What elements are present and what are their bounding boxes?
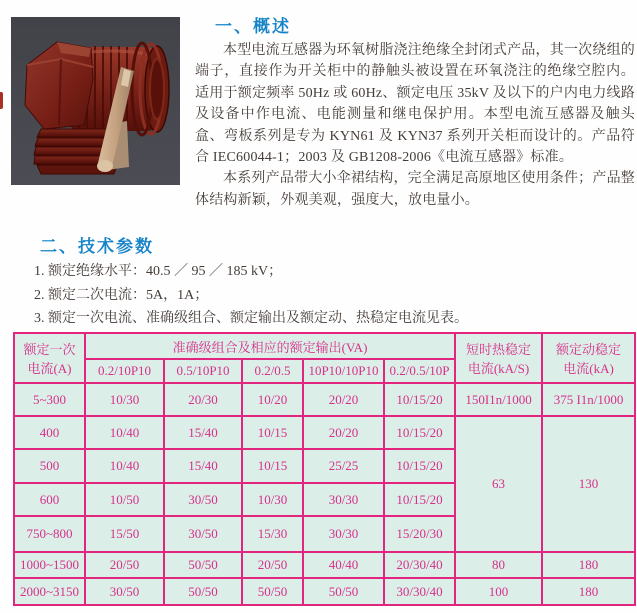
cell-dynamic-merged: 130 — [542, 416, 635, 552]
header-accuracy-group: 准确级组合及相应的额定输出(VA) — [85, 333, 455, 359]
header-thermal-line1: 短时热稳定 — [466, 342, 532, 357]
cell-dynamic: 180 — [542, 552, 635, 578]
cell-output: 10/40 — [85, 449, 164, 483]
header-class-3: 0.2/0.5 — [242, 359, 303, 383]
header-dynamic — [542, 333, 635, 383]
cell-output: 20/20 — [303, 416, 384, 449]
header-class-1: 0.2/10P10 — [85, 359, 164, 383]
cell-output: 20/20 — [303, 383, 384, 416]
table-row — [14, 383, 635, 416]
cell-thermal: 100 — [455, 578, 542, 605]
cell-output: 30/50 — [164, 516, 242, 552]
header-dynamic-line1: 额定动稳定 — [556, 342, 622, 357]
product-photo — [11, 17, 180, 185]
cell-output: 10/15/20 — [384, 383, 455, 416]
cell-output: 15/20/30 — [384, 516, 455, 552]
cell-thermal: 150I1n/1000 — [455, 383, 542, 416]
cell-output: 15/40 — [164, 449, 242, 483]
cell-output: 50/50 — [164, 578, 242, 605]
tech-heading: 二、技术参数 — [40, 237, 154, 256]
cell-output: 10/40 — [85, 416, 164, 449]
cell-output: 50/50 — [242, 578, 303, 605]
cell-output: 10/20 — [242, 383, 303, 416]
cell-output: 20/30/40 — [384, 552, 455, 578]
cell-output: 30/50 — [85, 578, 164, 605]
cell-output: 10/15/20 — [384, 449, 455, 483]
header-dynamic-line2: 电流(kA) — [563, 361, 614, 376]
header-class-5: 0.2/0.5/10P — [384, 359, 455, 383]
tech-item-3: 3. 额定一次电流、准确级组合、额定输出及额定动、热稳定电流见表。 — [34, 311, 468, 326]
cell-output: 30/30 — [303, 483, 384, 516]
cell-output: 50/50 — [303, 578, 384, 605]
cell-output: 50/50 — [164, 552, 242, 578]
cell-output: 10/15/20 — [384, 483, 455, 516]
cell-current: 1000~1500 — [14, 552, 85, 578]
table-row — [14, 552, 635, 578]
cell-output: 15/40 — [164, 416, 242, 449]
spec-table — [13, 332, 636, 606]
cell-output: 15/30 — [242, 516, 303, 552]
cell-current: 500 — [14, 449, 85, 483]
header-class-4: 10P10/10P10 — [303, 359, 384, 383]
tech-item-1: 1. 额定绝缘水平：40.5 ／ 95 ／ 185 kV； — [34, 264, 283, 279]
header-primary-current-line1: 额定一次 — [23, 342, 76, 357]
cell-thermal-merged: 63 — [455, 416, 542, 552]
header-primary-current — [14, 333, 85, 383]
cell-output: 10/15 — [242, 449, 303, 483]
cell-output: 20/50 — [242, 552, 303, 578]
cell-thermal: 80 — [455, 552, 542, 578]
transformer-illustration — [11, 17, 180, 185]
cell-dynamic: 375 I1n/1000 — [542, 383, 635, 416]
cell-current: 400 — [14, 416, 85, 449]
cell-output: 30/30/40 — [384, 578, 455, 605]
overview-paragraph-2: 本系列产品带大小伞裙结构，完全满足高原地区使用条件；产品整体结构新颖，外观美观，强度大，放电量小。 — [195, 171, 635, 208]
cell-output: 30/50 — [164, 483, 242, 516]
cell-current: 5~300 — [14, 383, 85, 416]
cell-current: 2000~3150 — [14, 578, 85, 605]
cell-output: 20/50 — [85, 552, 164, 578]
cell-output: 25/25 — [303, 449, 384, 483]
header-class-2: 0.5/10P10 — [164, 359, 242, 383]
tech-parameter-list — [34, 260, 614, 331]
cell-output: 10/15/20 — [384, 416, 455, 449]
cell-output: 10/30 — [85, 383, 164, 416]
table-row — [14, 578, 635, 605]
overview-paragraph-1: 本型电流互感器为环氧树脂浇注绝缘全封闭式产品，其一次绕组的端子，直接作为开关柜中的静触头被设置在环氧浇注的绝缘空腔内。适用于额定频率 50Hz 或 60Hz、额定电压 35kV 及以下的户内电力线路及设备中作电流、电能测量和继电保护用。本型电流互感器及触头盒、弯板系列是专为 KYN61 及 KYN37 系列开关柜而设计的。产品符合 IEC60044-1；2003 及 GB1208-2006《电流互感器》标准。 — [195, 43, 635, 166]
header-primary-current-line2: 电流(A) — [27, 361, 72, 376]
cell-output: 10/15 — [242, 416, 303, 449]
cell-dynamic: 180 — [542, 578, 635, 605]
cell-output: 10/30 — [242, 483, 303, 516]
overview-heading: 一、概述 — [215, 17, 291, 36]
cell-output: 15/50 — [85, 516, 164, 552]
cell-current: 750~800 — [14, 516, 85, 552]
header-thermal — [455, 333, 542, 383]
cell-output: 10/50 — [85, 483, 164, 516]
table-row — [14, 416, 635, 449]
cell-output: 30/30 — [303, 516, 384, 552]
page-edge-red-artifact — [0, 92, 3, 109]
header-thermal-line2: 电流(kA/S) — [467, 361, 530, 376]
tech-item-2: 2. 额定二次电流：5A，1A； — [34, 287, 209, 303]
cell-current: 600 — [14, 483, 85, 516]
cell-output: 40/40 — [303, 552, 384, 578]
cell-output: 20/30 — [164, 383, 242, 416]
section-overview — [195, 12, 635, 211]
